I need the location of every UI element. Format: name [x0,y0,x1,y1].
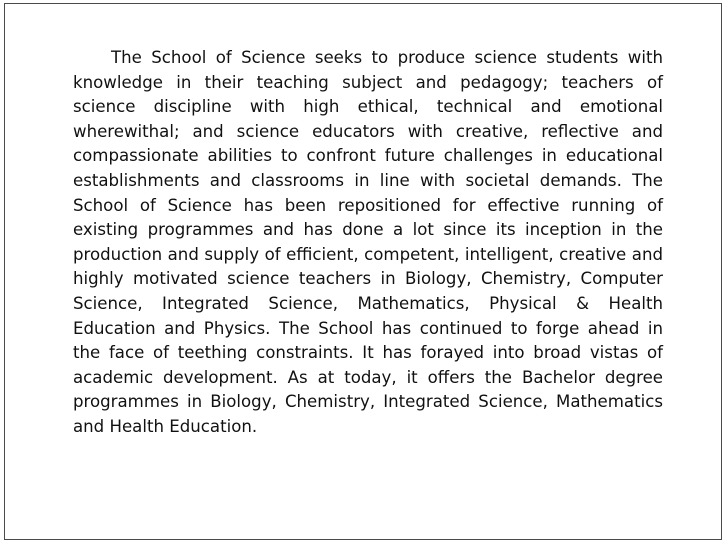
body-paragraph: The School of Science seeks to produce science students with knowledge in their teaching subject and pedagogy; teachers of science discipline with high ethical, technical and emotional wherewithal; and science educators with creative, reflective and compassionate abilities to confront future challenges in educational establishments and classrooms in line with societal demands. The School of Science has been repositioned for effective running of existing programmes and has done a lot since its inception in the production and supply of efficient, competent, intelligent, creative and highly motivated science teachers in Biology, Chemistry, Computer Science, Integrated Science, Mathematics, Physical & Health Education and Physics. The School has continued to forge ahead in the face of teething constraints. It has forayed into broad vistas of academic development. As at today, it offers the Bachelor degree programmes in Biology, Chemistry, Integrated Science, Mathematics and Health Education. [73,48,663,436]
slide-frame [4,3,722,540]
